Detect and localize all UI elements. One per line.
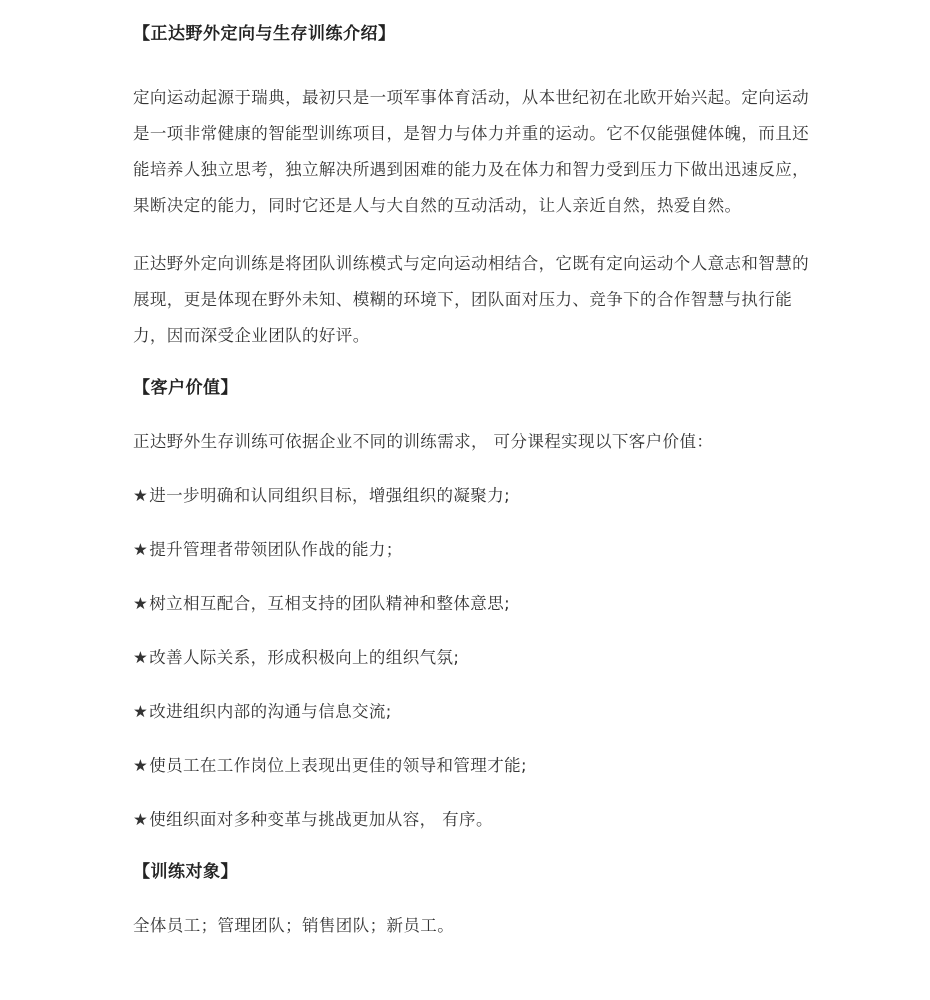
value-item-6 bbox=[133, 752, 813, 780]
star-icon: ★ bbox=[133, 648, 149, 667]
intro-paragraph-1: 定向运动起源于瑞典，最初只是一项军事体育活动，从本世纪初在北欧开始兴起。定向运动是一项非常健康的智能型训练项目，是智力与体力并重的运动。它不仅能强健体魄，而且还能培养人独立思考，独立解决所遇到困难的能力及在体力和智力受到压力下做出迅速反应，果断决定的能力，同时它还是人与大自然的互动活动，让人亲近自然，热爱自然。 bbox=[133, 88, 809, 215]
star-icon: ★ bbox=[133, 540, 149, 559]
value-item-text: 树立相互配合，互相支持的团队精神和整体意思; bbox=[149, 594, 511, 613]
value-item-7 bbox=[133, 806, 813, 834]
value-lead: 正达野外生存训练可依据企业不同的训练需求， 可分课程实现以下客户价值： bbox=[133, 432, 714, 451]
star-icon: ★ bbox=[133, 702, 149, 721]
intro-heading: 【正达野外定向与生存训练介绍】 bbox=[133, 24, 396, 44]
star-icon: ★ bbox=[133, 756, 149, 775]
value-item-2 bbox=[133, 536, 813, 564]
intro-paragraph-2: 正达野外定向训练是将团队训练模式与定向运动相结合，它既有定向运动个人意志和智慧的展现，更是体现在野外未知、模糊的环境下，团队面对压力、竞争下的合作智慧与执行能力，因而深受企业团队的好评。 bbox=[133, 254, 809, 345]
value-item-text: 提升管理者带领团队作战的能力； bbox=[149, 540, 403, 559]
article bbox=[133, 0, 813, 940]
value-item-1 bbox=[133, 482, 813, 510]
target-heading: 【训练对象】 bbox=[133, 862, 238, 882]
star-icon: ★ bbox=[133, 486, 149, 505]
value-item-text: 改进组织内部的沟通与信息交流; bbox=[149, 702, 392, 721]
target-text: 全体员工；管理团队；销售团队；新员工。 bbox=[133, 916, 455, 935]
value-item-text: 进一步明确和认同组织目标，增强组织的凝聚力; bbox=[149, 486, 511, 505]
star-icon: ★ bbox=[133, 810, 149, 829]
value-item-text: 改善人际关系，形成积极向上的组织气氛; bbox=[149, 648, 460, 667]
value-item-4 bbox=[133, 644, 813, 672]
value-item-text: 使员工在工作岗位上表现出更佳的领导和管理才能; bbox=[149, 756, 527, 775]
star-icon: ★ bbox=[133, 594, 149, 613]
value-item-text: 使组织面对多种变革与挑战更加从容， 有序。 bbox=[149, 810, 493, 829]
value-heading: 【客户价值】 bbox=[133, 378, 238, 398]
value-item-3 bbox=[133, 590, 813, 618]
value-item-5 bbox=[133, 698, 813, 726]
